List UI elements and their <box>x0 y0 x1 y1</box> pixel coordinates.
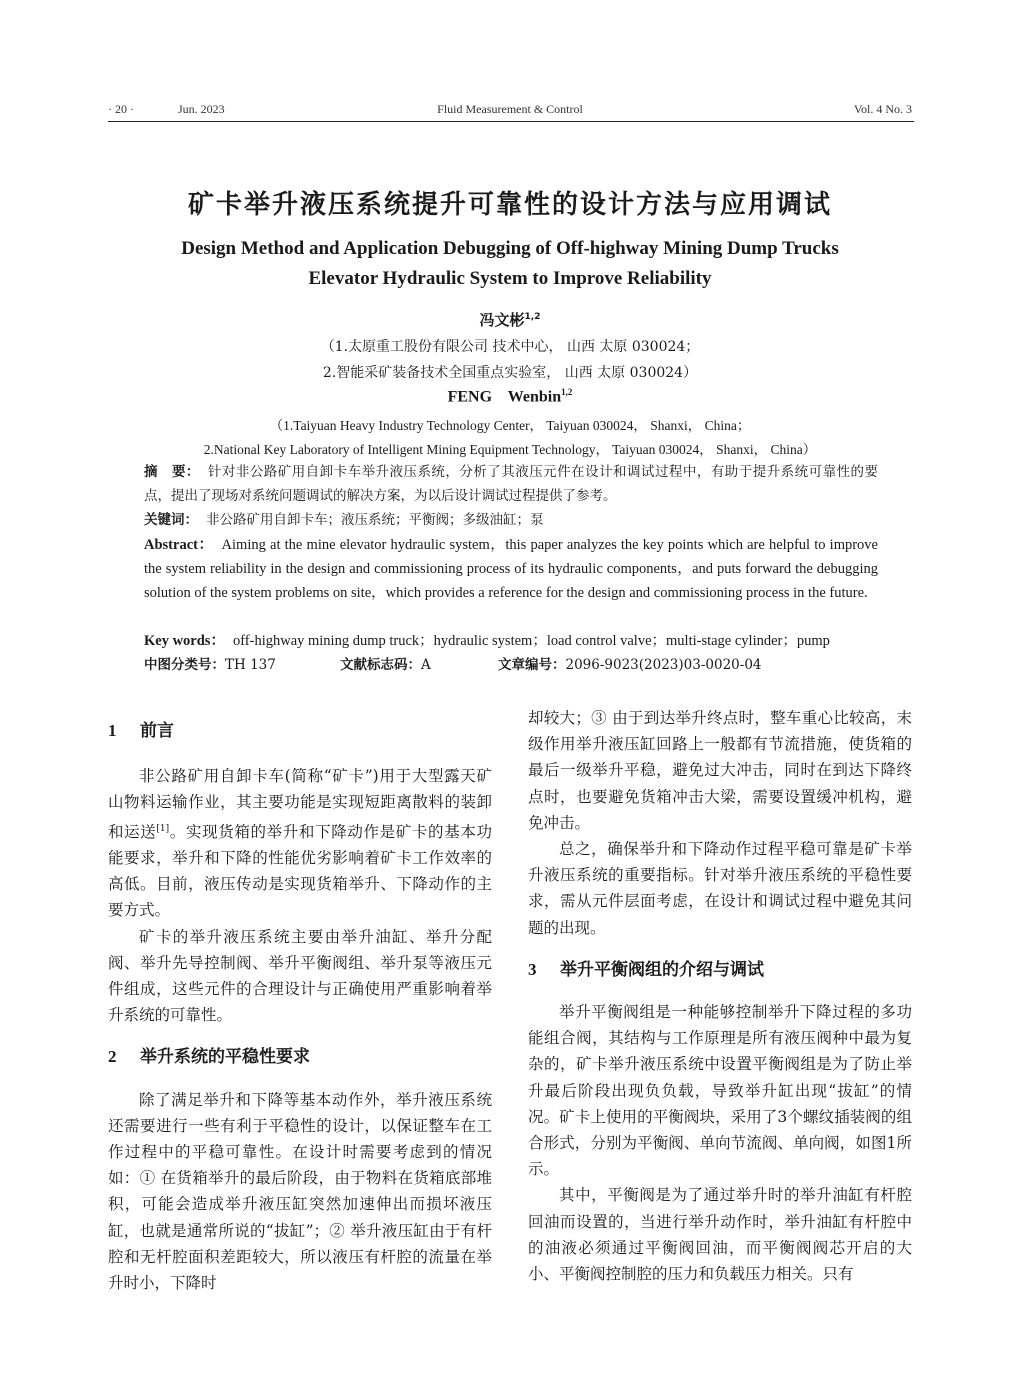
affiliation-english-1: （1.Taiyuan Heavy Industry Technology Center， Taiyuan 030024， Shanxi， China； <box>269 418 751 433</box>
abstract-english <box>144 533 878 605</box>
title-english-line1: Design Method and Application Debugging of Off-highway Mining Dump Trucks <box>181 238 839 259</box>
page-number: · 20 · <box>108 102 134 116</box>
section-3-paragraph-1: 举升平衡阀组是一种能够控制举升下降过程的多功能组合阀，其结构与工作原理是所有液压阀种中最为复杂的，矿卡举升液压系统中设置平衡阀组是为了防止举升最后阶段出现负负载，导致举升缸出现“拔缸”的情况。矿卡上使用的平衡阀块，采用了3个螺纹插装阀的组合形式，分别为平衡阀、单向节流阀、单向阀，如图1所示。 <box>528 1003 912 1179</box>
keywords-chinese-label: 关键词： <box>144 512 198 528</box>
section-2-paragraph-1: 除了满足举升和下降等基本动作外，举升液压系统还需要进行一些有利于平稳性的设计，以保证整车在工作过程中的平稳可靠性。在设计时需要考虑到的情况如：① 在货箱举升的最后阶段，由于物料在货箱底部堆积，可能会造成举升液压缸突然加速伸出而损坏液压缸，也就是通常所说的“拔缸”；② 举升液压缸由于有杆腔和无杆腔面积差距较大，所以液压有杆腔的流量在举升时小，下降时 <box>108 1090 492 1293</box>
author-english-name: FENG Wenbin <box>447 388 562 406</box>
section-1-heading <box>108 718 492 744</box>
clc-label: 中图分类号： <box>144 657 225 673</box>
affiliation-chinese-2: 2.智能采矿装备技术全国重点实验室， 山西 太原 030024） <box>322 365 698 381</box>
keywords-english <box>144 629 878 653</box>
title-english-line2: Elevator Hydraulic System to Improve Reliability <box>308 268 712 289</box>
issue-date: Jun. 2023 <box>178 102 225 116</box>
section-3-heading <box>528 957 912 983</box>
article-number-label: 文章编号： <box>498 657 566 673</box>
classification-line <box>144 653 878 677</box>
affiliation-chinese-1: （1.太原重工股份有限公司 技术中心， 山西 太原 030024； <box>320 339 700 355</box>
doc-code-label: 文献标志码： <box>340 657 421 673</box>
keywords-english-text: off-highway mining dump truck；hydraulic system；load control valve；multi-stage cylinder；pump <box>232 633 830 649</box>
doc-code-value: A <box>421 657 431 673</box>
right-column-paragraph-summary: 总之，确保举升和下降动作过程平稳可靠是矿卡举升液压系统的重要指标。针对举升液压系统的平稳性要求，需从元件层面考虑，在设计和调试过程中避免其问题的出现。 <box>528 840 912 937</box>
abstract-chinese-text: 针对非公路矿用自卸卡车举升液压系统，分析了其液压元件在设计和调试过程中，有助于提升系统可靠性的要点，提出了现场对系统问题调试的解决方案，为以后设计调试过程提供了参考。 <box>144 464 879 504</box>
volume-issue: Vol. 4 No. 3 <box>853 102 912 116</box>
section-2-heading <box>108 1044 492 1070</box>
abstract-english-text: Aiming at the mine elevator hydraulic system，this paper analyzes the key points which are helpful to improve the system reliability in the design and commissioning process of its hydraulic components，and puts forward the debugging solution of the system problems on site，which provides a reference for the design and commissioning process in the future. <box>144 537 878 601</box>
section-2-title: 举升系统的平稳性要求 <box>140 1047 310 1068</box>
abstract-chinese <box>144 460 878 508</box>
clc-value: TH 137 <box>225 657 276 673</box>
citation-1: [1] <box>156 823 170 834</box>
author-english <box>0 387 1020 406</box>
keywords-chinese <box>144 508 878 532</box>
article-number-group <box>498 657 762 673</box>
left-column <box>108 718 492 1296</box>
keywords-chinese-text: 非公路矿用自卸卡车；液压系统；平衡阀；多级油缸；泵 <box>206 512 544 528</box>
section-3-number: 3 <box>528 959 537 979</box>
keywords-english-label: Key words： <box>144 633 225 649</box>
section-1-text-b: 。实现货箱的举升和下降动作是矿卡的基本功能要求，举升和下降的性能优劣影响着矿卡工作效率的高低。目前，液压传动是实现货箱举升、下降动作的主要方式。 <box>108 822 492 920</box>
section-1-number: 1 <box>108 721 117 740</box>
section-3-title: 举升平衡阀组的介绍与调试 <box>560 959 764 980</box>
section-1-paragraph-1 <box>108 763 492 923</box>
author-chinese-name: 冯文彬 <box>479 311 525 329</box>
abstract-chinese-label: 摘 要： <box>144 464 200 480</box>
affiliation-english-2: 2.National Key Laboratory of Intelligent Mining Equipment Technology， Taiyuan 030024， Shanxi， China） <box>203 442 817 457</box>
clc-group <box>144 653 340 677</box>
journal-name: Fluid Measurement & Control <box>437 102 583 116</box>
author-english-sup: 1,2 <box>561 387 573 397</box>
author-chinese-sup: 1,2 <box>524 312 541 322</box>
section-1-paragraph-2: 矿卡的举升液压系统主要由举升油缸、举升分配阀、举升先导控制阀、举升平衡阀组、举升泵等液压元件组成，这些元件的合理设计与正确使用严重影响着举升系统的可靠性。 <box>108 927 492 1025</box>
article-number-value: 2096-9023(2023)03-0020-04 <box>565 657 762 673</box>
doc-code-group <box>340 653 498 677</box>
title-chinese: 矿卡举升液压系统提升可靠性的设计方法与应用调试 <box>187 190 832 220</box>
header-rule <box>108 121 914 122</box>
section-1-text-a: 非公路矿用自卸卡车(简称“矿卡”)用于大型露天矿山物料运输作业，其主要功能是实现短距离散料的装卸和运送 <box>108 767 492 841</box>
section-2-number: 2 <box>108 1047 117 1067</box>
section-3-paragraph-2: 其中，平衡阀是为了通过举升时的举升油缸有杆腔回油而设置的，当进行举升动作时，举升油缸有杆腔中的油液必须通过平衡阀回油，而平衡阀阀芯开启的大小、平衡阀控制腔的压力和负载压力相关。只有 <box>528 1186 912 1284</box>
abstract-english-label: Abstract： <box>144 537 214 553</box>
author-chinese <box>0 309 1020 330</box>
right-column <box>528 705 912 1287</box>
section-1-title: 前言 <box>140 721 174 741</box>
right-column-paragraph-continued: 却较大；③ 由于到达举升终点时，整车重心比较高，末级作用举升液压缸回路上一般都有节流措施，使货箱的最后一级举升平稳，避免过大冲击，同时在到达下降终点时，也要避免货箱冲击大梁，需要设置缓冲机构，避免冲击。 <box>528 709 912 832</box>
